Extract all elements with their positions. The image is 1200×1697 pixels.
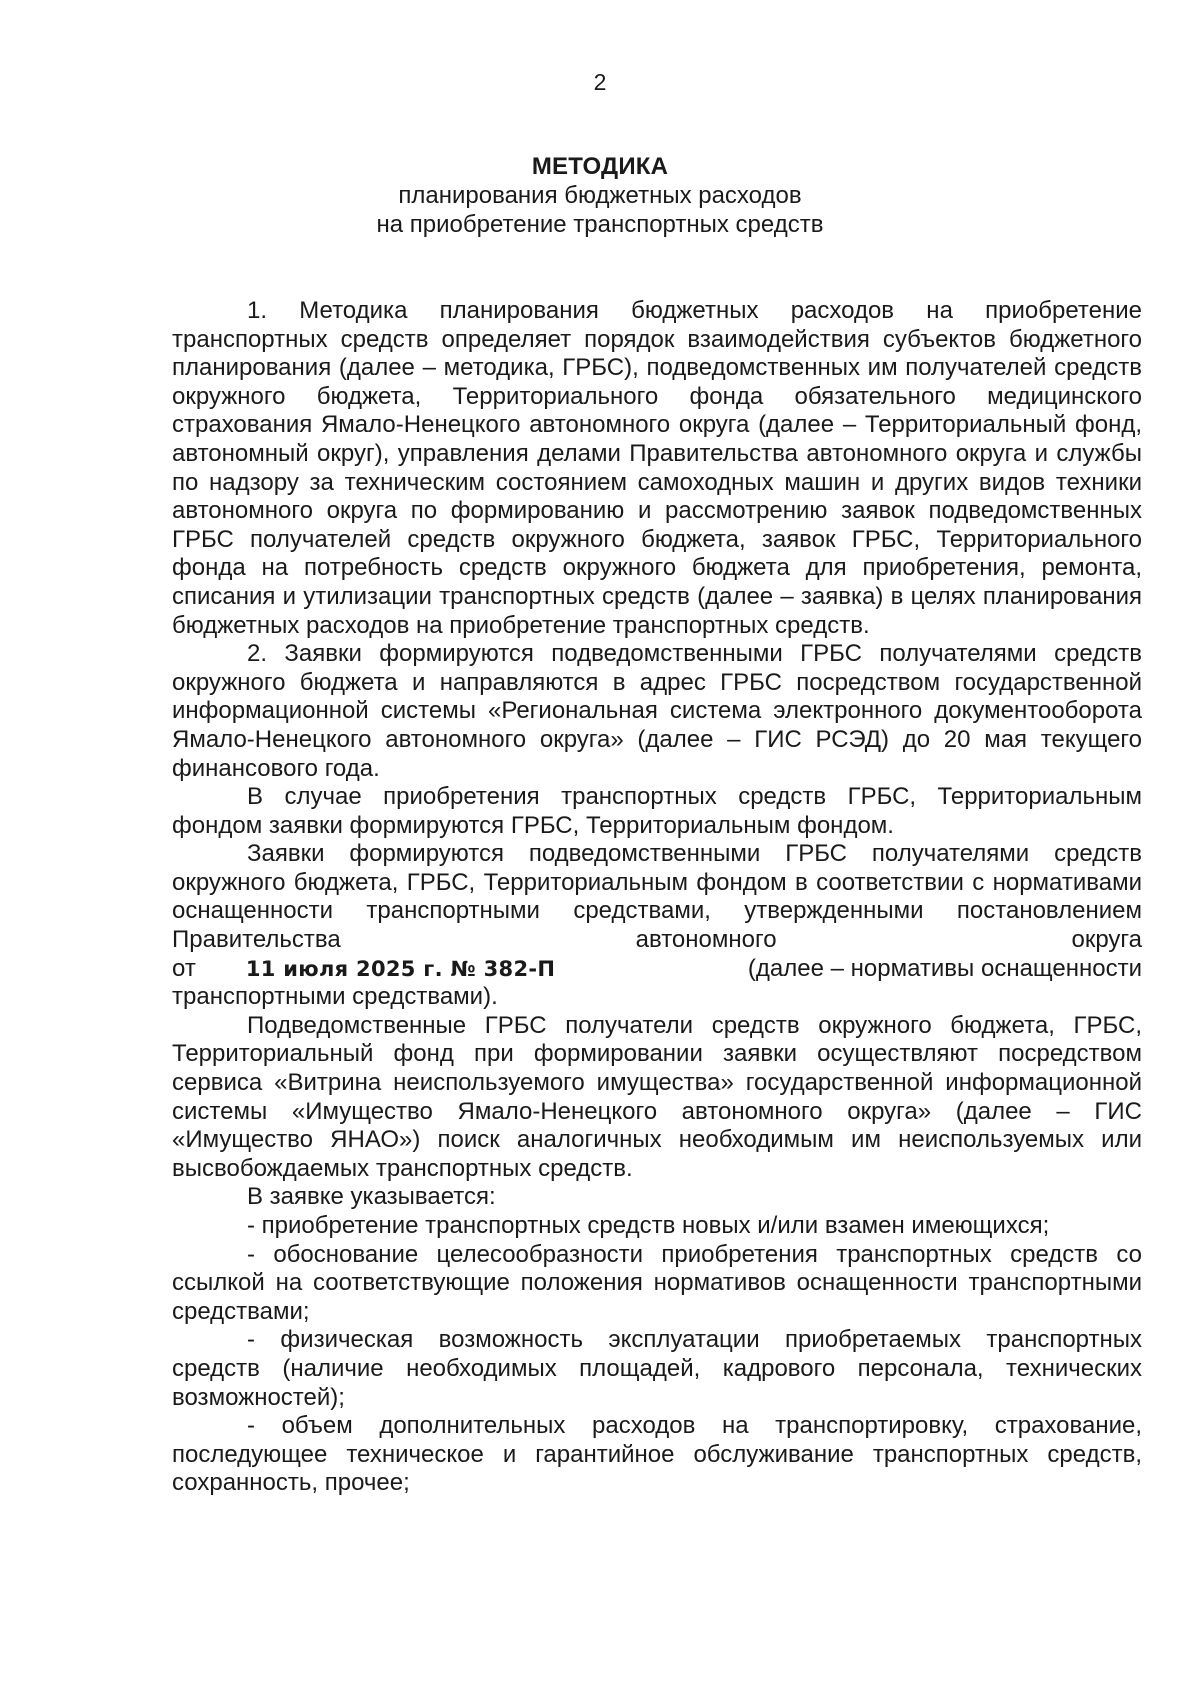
paragraph-5: Подведомственные ГРБС получатели средств окружного бюджета, ГРБС, Территориальный фонд при формировании заявки осуществляют посредством сервиса «Витрина неиспользуемого имущества» государственной информационной системы «Имущество Ямало-Ненецкого автономного округа» (далее – ГИС «Имущество ЯНАО») поиск аналогичных необходимым им неиспользуемых или высвобождаемых транспортных средств. [172, 1011, 1142, 1182]
document-title: МЕТОДИКА [531, 153, 669, 180]
paragraph-3: В случае приобретения транспортных средств ГРБС, Территориальным фондом заявки формируются ГРБС, Территориальным фондом. [172, 783, 1142, 839]
paragraph-1: 1. Методика планирования бюджетных расходов на приобретение транспортных средств определяет порядок взаимодействия субъектов бюджетного планирования (далее – методика, ГРБС), подведомственных им получателей средств окружного бюджета, Территориального фонда обязательного медицинского страхования Ямало-Ненецкого автономного округа (далее – Территориальный фонд, автономный округ), управления делами Правительства автономного округа и службы по надзору за техническим состоянием самоходных машин и других видов техники автономного округа по формированию и рассмотрению заявок подведомственных ГРБС получателей средств окружного бюджета, заявок ГРБС, Территориального фонда на потребность средств окружного бюджета для приобретения, ремонта, списания и утилизации транспортных средств (далее – заявка) в целях планирования бюджетных расходов на приобретение транспортных средств. [172, 297, 1142, 639]
resolution-date-line [172, 955, 1142, 984]
list-item-4: - объем дополнительных расходов на транспортировку, страхование, последующее техническое и гарантийное обслуживание транспортных средств, сохранность, прочее; [172, 1412, 1142, 1497]
document-subtitle-line-1: планирования бюджетных расходов [398, 182, 802, 209]
page-number: 2 [593, 69, 607, 95]
document-subtitle-line-2: на приобретение транспортных средств [376, 211, 824, 238]
document-heading [0, 152, 1200, 239]
paragraph-2: 2. Заявки формируются подведомственными ГРБС получателями средств окружного бюджета и направляются в адрес ГРБС посредством государственной информационной системы «Региональная система электронного документооборота Ямало-Ненецкого автономного округа» (далее – ГИС РСЭД) до 20 мая текущего финансового года. [172, 640, 1142, 782]
list-item-3: - физическая возможность эксплуатации приобретаемых транспортных средств (наличие необходимых площадей, кадрового персонала, технических возможностей); [172, 1326, 1142, 1411]
date-suffix: (далее – нормативы оснащенности [747, 954, 1142, 982]
list-item-1: - приобретение транспортных средств новых и/или взамен имеющихся; [247, 1212, 1050, 1239]
document-body [172, 297, 1142, 1498]
paragraph-4: Заявки формируются подведомственными ГРБС получателями средств окружного бюджета, ГРБС, Территориальным фондом в соответствии с нормативами оснащенности транспортными средствами, утвержденными постановлением Правительства автономного округа [172, 840, 1142, 954]
list-item-2: - обоснование целесообразности приобретения транспортных средств со ссылкой на соответствующие положения нормативов оснащенности транспортными средствами; [172, 1240, 1142, 1325]
paragraph-4-end: транспортными средствами). [172, 983, 498, 1011]
date-prefix: от [172, 954, 196, 982]
paragraph-6: В заявке указывается: [247, 1183, 496, 1211]
registration-stamp: 11 июля 2025 г. № 382-П [245, 956, 556, 981]
